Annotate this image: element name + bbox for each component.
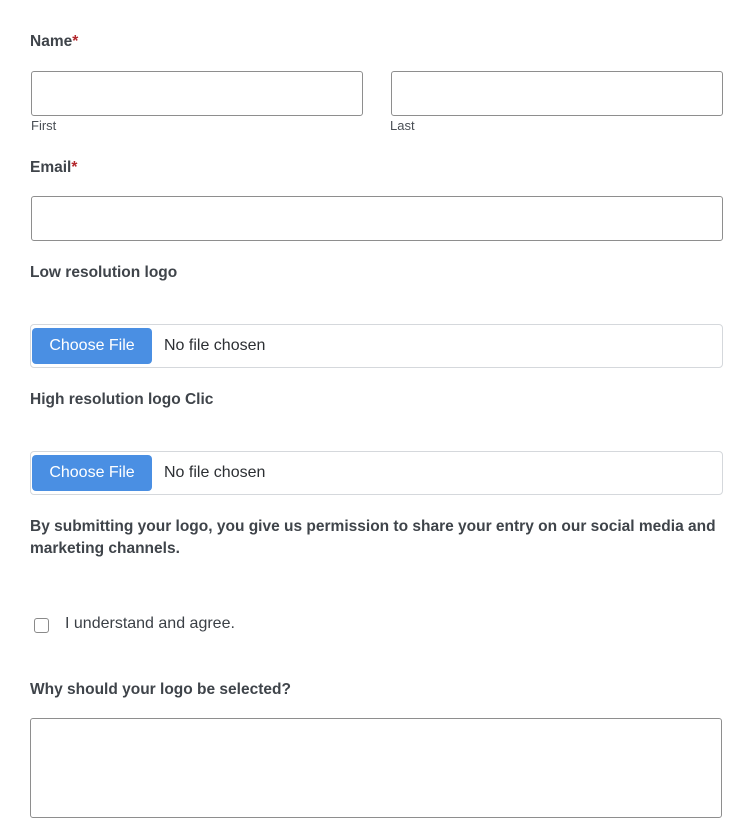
- last-name-sublabel: Last: [390, 118, 415, 133]
- last-name-input[interactable]: [391, 71, 723, 116]
- file-status-text: No file chosen: [164, 337, 266, 354]
- email-label: Email*: [30, 159, 78, 176]
- permission-text: By submitting your logo, you give us permission to share your entry on our social media and marketing channels.: [30, 518, 716, 557]
- high-res-logo-file-input[interactable]: [30, 451, 723, 495]
- file-status-text: No file chosen: [164, 464, 266, 481]
- why-selected-textarea[interactable]: [30, 718, 722, 818]
- choose-file-button[interactable]: Choose File: [32, 328, 152, 364]
- first-name-sublabel: First: [31, 118, 57, 133]
- email-input[interactable]: [31, 196, 723, 241]
- high-res-logo-label: High resolution logo Clic: [30, 391, 214, 408]
- required-marker: *: [71, 159, 78, 176]
- low-res-logo-label: Low resolution logo: [30, 264, 178, 281]
- why-selected-label: Why should your logo be selected?: [30, 681, 291, 698]
- required-marker: *: [72, 33, 79, 50]
- agree-checkbox[interactable]: [34, 618, 49, 633]
- choose-file-button[interactable]: Choose File: [32, 455, 152, 491]
- name-label: Name*: [30, 33, 79, 50]
- low-res-logo-file-input[interactable]: [30, 324, 723, 368]
- agree-checkbox-label[interactable]: I understand and agree.: [65, 615, 235, 632]
- first-name-input[interactable]: [31, 71, 363, 116]
